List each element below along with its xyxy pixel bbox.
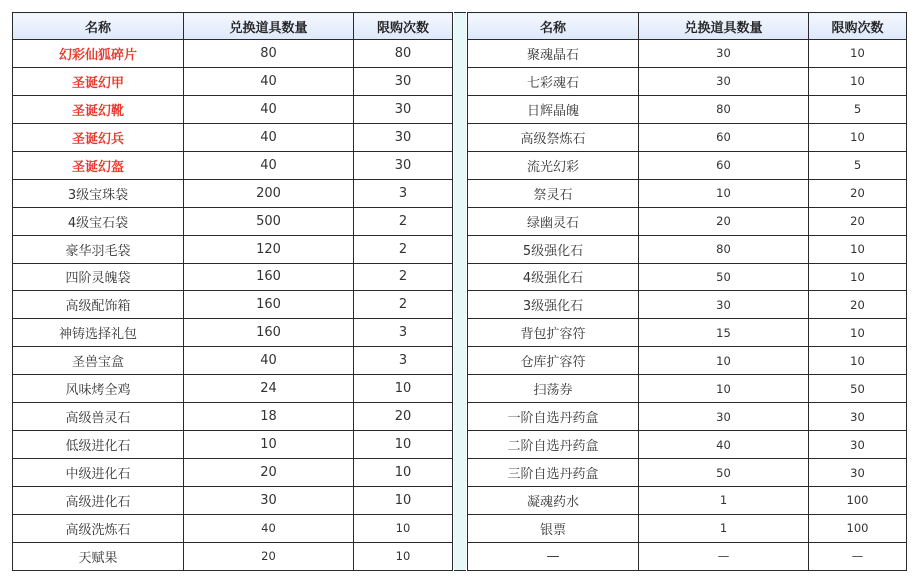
item-qty-cell: 80 [184,40,354,68]
item-limit-cell: 30 [354,95,453,123]
item-limit-cell: 100 [809,487,907,515]
header-limit: 限购次数 [809,13,907,40]
item-qty-cell: 40 [184,514,354,542]
table-row [468,542,907,570]
item-qty-cell: 10 [639,375,809,403]
item-qty-cell: 160 [184,291,354,319]
table-row [13,487,453,515]
item-limit-cell: 80 [354,40,453,68]
item-name-cell: — [468,542,639,570]
item-name-cell: 高级兽灵石 [13,403,184,431]
item-qty-cell: 1 [639,514,809,542]
item-limit-cell: 2 [354,291,453,319]
table-row [13,151,453,179]
item-name-cell: 神铸选择礼包 [13,319,184,347]
item-name-cell: 3级强化石 [468,291,639,319]
item-qty-cell: 80 [639,95,809,123]
table-row [468,151,907,179]
item-name-cell: 绿幽灵石 [468,207,639,235]
item-name-cell: 流光幻彩 [468,151,639,179]
item-limit-cell: 5 [809,95,907,123]
item-qty-cell: 10 [639,347,809,375]
item-name-cell: 天赋果 [13,542,184,570]
item-name-cell: 4级宝石袋 [13,207,184,235]
item-qty-cell: 20 [639,207,809,235]
table-row [13,291,453,319]
table-row [13,347,453,375]
item-qty-cell: 30 [639,291,809,319]
item-limit-cell: 10 [809,40,907,68]
table-row [468,347,907,375]
item-qty-cell: 160 [184,319,354,347]
item-name-cell: 凝魂药水 [468,487,639,515]
item-qty-cell: 30 [184,487,354,515]
item-name-cell: 圣诞幻兵 [13,123,184,151]
item-limit-cell: 2 [354,235,453,263]
item-qty-cell: 120 [184,235,354,263]
item-qty-cell: 24 [184,375,354,403]
item-name-cell: 圣兽宝盒 [13,347,184,375]
item-name-cell: 低级进化石 [13,431,184,459]
item-qty-cell: 40 [184,347,354,375]
table-row [468,40,907,68]
item-name-cell: 一阶自选丹药盒 [468,403,639,431]
item-name-cell: 聚魂晶石 [468,40,639,68]
item-limit-cell: 20 [809,207,907,235]
table-row [13,375,453,403]
item-limit-cell: 10 [809,235,907,263]
item-limit-cell: 30 [809,403,907,431]
table-row [13,431,453,459]
item-name-cell: 七彩魂石 [468,67,639,95]
item-name-cell: 幻彩仙狐碎片 [13,40,184,68]
table-row [13,95,453,123]
item-qty-cell: 40 [184,123,354,151]
item-qty-cell: 60 [639,151,809,179]
table-row [468,487,907,515]
item-limit-cell: 20 [809,291,907,319]
item-limit-cell: 10 [354,375,453,403]
item-limit-cell: 100 [809,514,907,542]
table-row [468,235,907,263]
item-qty-cell: 60 [639,123,809,151]
table-row [13,123,453,151]
table-row [468,95,907,123]
item-limit-cell: 30 [809,459,907,487]
item-name-cell: 四阶灵魄袋 [13,263,184,291]
header-name: 名称 [13,13,184,40]
item-limit-cell: — [809,542,907,570]
item-name-cell: 圣诞幻甲 [13,67,184,95]
item-limit-cell: 30 [354,151,453,179]
item-limit-cell: 10 [809,67,907,95]
item-qty-cell: 40 [639,431,809,459]
item-qty-cell: 10 [184,431,354,459]
item-qty-cell: 18 [184,403,354,431]
item-limit-cell: 5 [809,151,907,179]
item-name-cell: 高级进化石 [13,487,184,515]
table-header-row [468,13,907,40]
item-name-cell: 高级配饰箱 [13,291,184,319]
table-row [13,403,453,431]
item-limit-cell: 3 [354,319,453,347]
item-qty-cell: 500 [184,207,354,235]
left-table-body [13,40,453,571]
table-row [468,179,907,207]
item-limit-cell: 10 [354,431,453,459]
table-header-row [13,13,453,40]
item-qty-cell: 40 [184,151,354,179]
item-name-cell: 5级强化石 [468,235,639,263]
item-qty-cell: 200 [184,179,354,207]
item-qty-cell: 40 [184,67,354,95]
table-row [13,514,453,542]
item-limit-cell: 3 [354,179,453,207]
right-table-body [468,40,907,571]
item-name-cell: 高级祭炼石 [468,123,639,151]
item-limit-cell: 10 [809,347,907,375]
item-qty-cell: 30 [639,403,809,431]
item-name-cell: 圣诞幻靴 [13,95,184,123]
item-limit-cell: 2 [354,263,453,291]
item-qty-cell: 20 [184,459,354,487]
exchange-tables [12,12,907,571]
item-name-cell: 三阶自选丹药盒 [468,459,639,487]
item-name-cell: 祭灵石 [468,179,639,207]
header-name: 名称 [468,13,639,40]
item-limit-cell: 10 [354,514,453,542]
table-row [468,514,907,542]
item-name-cell: 豪华羽毛袋 [13,235,184,263]
item-name-cell: 圣诞幻盔 [13,151,184,179]
item-limit-cell: 10 [809,319,907,347]
item-limit-cell: 10 [809,263,907,291]
table-row [468,291,907,319]
table-row [13,459,453,487]
item-name-cell: 高级洗炼石 [13,514,184,542]
item-name-cell: 风味烤全鸡 [13,375,184,403]
table-row [468,431,907,459]
item-limit-cell: 20 [354,403,453,431]
item-qty-cell: 50 [639,459,809,487]
table-row [468,67,907,95]
table-row [468,403,907,431]
header-qty: 兑换道具数量 [184,13,354,40]
header-limit: 限购次数 [354,13,453,40]
table-row [13,179,453,207]
item-limit-cell: 10 [809,123,907,151]
item-qty-cell: 1 [639,487,809,515]
exchange-table-left [12,12,453,571]
item-limit-cell: 20 [809,179,907,207]
item-limit-cell: 10 [354,459,453,487]
item-limit-cell: 30 [354,67,453,95]
item-qty-cell: 30 [639,40,809,68]
item-name-cell: 中级进化石 [13,459,184,487]
table-row [13,319,453,347]
table-row [468,207,907,235]
item-qty-cell: 15 [639,319,809,347]
item-qty-cell: 20 [184,542,354,570]
item-qty-cell: 30 [639,67,809,95]
table-row [13,67,453,95]
table-divider [454,12,466,571]
item-name-cell: 4级强化石 [468,263,639,291]
header-qty: 兑换道具数量 [639,13,809,40]
item-limit-cell: 50 [809,375,907,403]
item-limit-cell: 10 [354,542,453,570]
item-limit-cell: 2 [354,207,453,235]
item-name-cell: 3级宝珠袋 [13,179,184,207]
item-name-cell: 银票 [468,514,639,542]
item-qty-cell: 10 [639,179,809,207]
item-qty-cell: 50 [639,263,809,291]
exchange-table-right [467,12,907,571]
item-limit-cell: 10 [354,487,453,515]
item-limit-cell: 3 [354,347,453,375]
table-row [13,235,453,263]
item-name-cell: 扫荡券 [468,375,639,403]
item-limit-cell: 30 [354,123,453,151]
item-name-cell: 背包扩容符 [468,319,639,347]
item-qty-cell: 80 [639,235,809,263]
table-row [13,542,453,570]
table-row [13,207,453,235]
item-qty-cell: — [639,542,809,570]
table-row [13,263,453,291]
table-row [468,319,907,347]
item-name-cell: 仓库扩容符 [468,347,639,375]
table-row [468,123,907,151]
item-qty-cell: 40 [184,95,354,123]
item-qty-cell: 160 [184,263,354,291]
table-row [468,459,907,487]
item-limit-cell: 30 [809,431,907,459]
item-name-cell: 日辉晶魄 [468,95,639,123]
table-row [468,375,907,403]
item-name-cell: 二阶自选丹药盒 [468,431,639,459]
table-row [468,263,907,291]
table-row [13,40,453,68]
